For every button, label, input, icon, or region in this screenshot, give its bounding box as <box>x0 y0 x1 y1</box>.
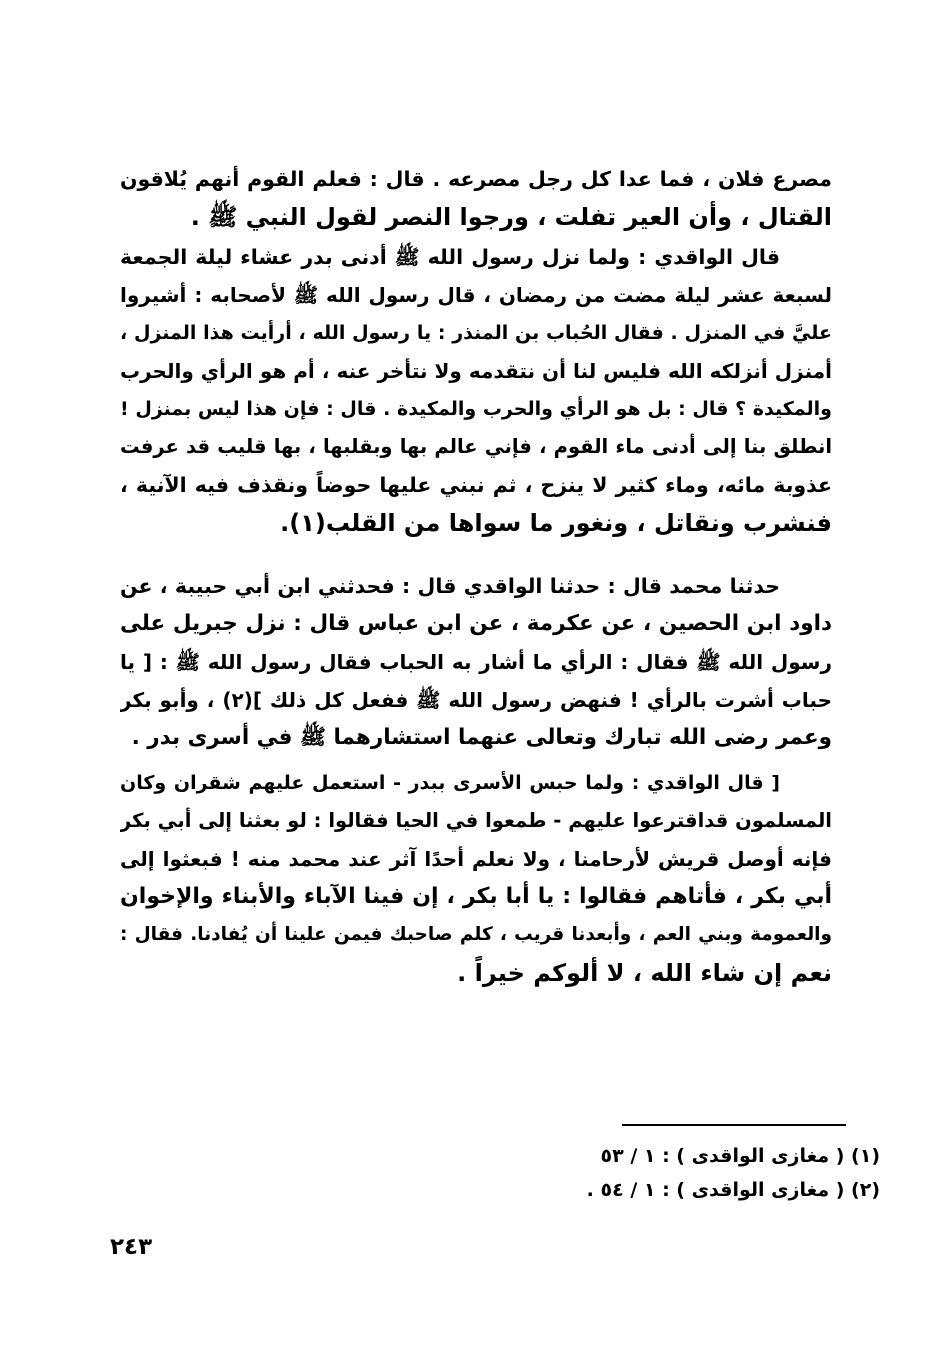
text-line: رسول الله ﷺ فقال : الرأي ما أشار به الحباب فقال رسول الله ﷺ : [ يا <box>120 650 832 674</box>
text-line: داود ابن الحصين ، عن عكرمة ، عن ابن عباس قال : نزل جبريل على <box>120 611 832 636</box>
text-line: المسلمون قداقترعوا عليهم - طمعوا في الحيا فقالوا : لو بعثنا إلى أبي بكر <box>120 809 832 832</box>
text-line: وعمر رضى الله تبارك وتعالى عنهما استشارهما ﷺ في أسرى بدر . <box>131 725 832 750</box>
text-line: [ قال الواقدي : ولما حبس الأسرى ببدر - استعمل عليهم شقران وكان <box>120 772 780 794</box>
text-line: عليَّ في المنزل . فقال الحُباب بن المنذر : يا رسول الله ، أرأيت هذا المنزل ، <box>120 322 832 344</box>
text-line: أبي بكر ، فأتاهم فقالوا : يا أبا بكر ، إن فينا الآباء والأبناء والإخوان <box>120 884 832 909</box>
footnote-2: (٢) ( مغازى الواقدى ) : ١ / ٥٤ . <box>586 1179 880 1201</box>
text-line: فإنه أوصل قريش لأرحامنا ، ولا نعلم أحدًا آثر عند محمد منه ! فبعثوا إلى <box>120 847 832 871</box>
text-line: أمنزل أنزلكه الله فليس لنا أن نتقدمه ولا نتأخر عنه ، أم هو الرأي والحرب <box>120 359 832 383</box>
text-line: انطلق بنا إلى أدنى ماء القوم ، فإني عالم بها وبقلبها ، بها قليب قد عرفت <box>120 435 832 458</box>
footnotes <box>500 1139 880 1207</box>
text-line: والعمومة وبني العم ، وأبعدنا قريب ، كلم صاحبك فيمن علينا أن يُفادنا. فقال : <box>120 924 832 945</box>
text-line: نعم إن شاء الله ، لا ألوكم خيراً . <box>457 959 832 987</box>
paragraph-4 <box>120 764 832 992</box>
text-line: القتال ، وأن العير تفلت ، ورجوا النصر لقول النبي ﷺ . <box>190 203 832 231</box>
paragraph-2 <box>120 238 832 542</box>
text-line: عذوبة مائه، وماء كثير لا ينزح ، ثم نبني عليها حوضاً ونقذف فيه الآنية ، <box>120 473 832 497</box>
text-line: فنشرب ونقاتل ، ونغور ما سواها من القلب(١). <box>280 509 832 537</box>
paragraph-1 <box>120 160 832 236</box>
text-line: حدثنا محمد قال : حدثنا الواقدي قال : فحدثني ابن أبي حبيبة ، عن <box>120 574 780 598</box>
text-line: والمكيدة ؟ قال : بل هو الرأي والحرب والمكيدة . قال : فإن هذا ليس بمنزل ! <box>120 398 832 420</box>
text-line: مصرع فلان ، فما عدا كل رجل مصرعه . قال : فعلم القوم أنهم يُلاقون <box>120 167 832 191</box>
text-line: قال الواقدي : ولما نزل رسول الله ﷺ أدنى بدر عشاء ليلة الجمعة <box>120 245 780 269</box>
text-line: حباب أشرت بالرأي ! فنهض رسول الله ﷺ ففعل كل ذلك ](٢) ، وأبو بكر <box>120 688 832 712</box>
page-number: ٢٤٣ <box>110 1234 153 1260</box>
paragraph-3 <box>120 567 832 757</box>
text-line: لسبعة عشر ليلة مضت من رمضان ، قال رسول الله ﷺ لأصحابه : أشيروا <box>120 283 832 307</box>
footnote-separator <box>622 1124 846 1126</box>
footnote-1: (١) ( مغازى الواقدى ) : ١ / ٥٣ <box>600 1145 880 1167</box>
